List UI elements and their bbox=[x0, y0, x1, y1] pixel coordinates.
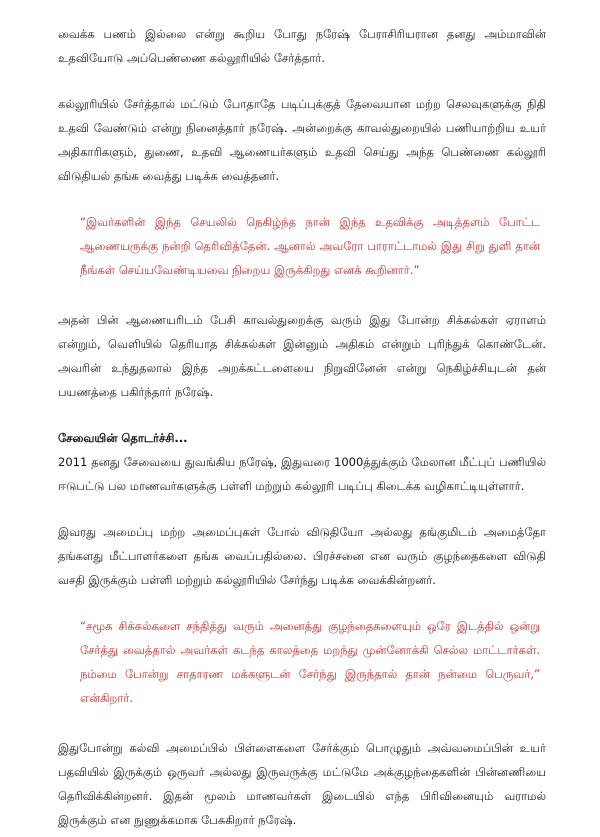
paragraph-1: வைக்க பணம் இல்லை என்று கூறிய போது நரேஷ் பேராசிரியரான தனது அம்மாவின் உதவியோடு அப்பெண்ணை கல்லூரியில் சேர்த்தார். bbox=[58, 27, 546, 65]
paragraph-4: 2011 தனது சேவையை துவங்கிய நரேஷ், இதுவரை 1000த்துக்கும் மேலான மீட்புப் பணியில் ஈடுபட்டு பல மாணவர்களுக்கு பள்ளி மற்றும் கல்லூரி படிப்பு கிடைக்க வழிகாட்டியுள்ளார். bbox=[58, 455, 546, 493]
paragraph-6: இதுபோன்று கல்வி அமைப்பில் பிள்ளைகளை சேர்க்கும் பொழுதும் அவ்வமைப்பின் உயர் பதவியில் இருக்கும் ஒருவர் அல்லது இருவருக்கு மட்டுமே அக்குழந்தைகளின் பின்னணியை தெரிவிக்கின்றனர். இதன் மூலம் மாணவர்கள் இடையில் எந்த பிரிவினையும் வராமல் இருக்கும் என நுணுக்கமாக பேசுகிறார் நரேஷ். bbox=[58, 741, 546, 827]
paragraph-5: இவரது அமைப்பு மற்ற அமைப்புகள் போல் விடுதியோ அல்லது தங்குமிடம் அமைத்தோ தங்களது மீட்பாளர்களை தங்க வைப்பதில்லை. பிரச்சனை என வரும் குழந்தைகளை விடுதி வசதி இருக்கும் பள்ளி மற்றும் கல்லூரியில் சேர்ந்து படிக்க வைக்கின்றனர். bbox=[58, 525, 546, 587]
section-continuation bbox=[58, 426, 546, 498]
quote-2: “சமூக சிக்கல்களை சந்தித்து வரும் அனைத்து குழந்தைகளையும் ஒரே இடத்தில் ஒன்று சேர்த்து வைத்தால் அவர்கள் கடந்த காலத்தை மறந்து முன்னோக்கி செல்ல மாட்டார்கள். நம்மை போன்று சாதாரண மக்களுடன் சேர்ந்து இருந்தால் தான் நன்மை பெருவர்,” என்கிறார். bbox=[80, 619, 540, 705]
quote-1: “இவர்களின் இந்த செயலில் நெகிழ்ந்த நான் இந்த உதவிக்கு அடித்தளம் போட்ட ஆணையருக்கு நன்றி தெரிவித்தேன். ஆனால் அவரோ பாராட்டாமல் இது சிறு துளி தான் நீங்கள் செய்யவேண்டியவை நிறைய இருக்கிறது எனக் கூறினார்.” bbox=[80, 215, 540, 277]
paragraph-2: கல்லூரியில் சேர்த்தால் மட்டும் போதாதே படிப்புக்குத் தேவையான மற்ற செலவுகளுக்கு நிதி உதவி வேண்டும் என்று நினைத்தார் நரேஷ். அன்றைக்கு காவல்துறையில் பணியாற்றிய உயர் அதிகாரிகளும், துணை, உதவி ஆணையர்களும் உதவி செய்து அந்த பெண்ணை கல்லூரி விடுதியல் தங்க வைத்து படிக்க வைத்தனர். bbox=[58, 97, 546, 183]
paragraph-3: அதன் பின் ஆணையரிடம் பேசி காவல்துறைக்கு வரும் இது போன்ற சிக்கல்கள் ஏராளம் என்றும், வெளியில் தெரியாத சிக்கல்கள் இன்னும் அதிகம் என்றும் புரிந்துக் கொண்டேன். அவரின் உந்துதலால் இந்த அறக்கட்டளையை நிறுவினேன் என்று நெகிழ்ச்சியுடன் தன் பயணத்தை பகிர்ந்தார் நரேஷ். bbox=[58, 313, 546, 399]
section-heading: சேவையின் தொடர்ச்சி... bbox=[58, 431, 188, 445]
